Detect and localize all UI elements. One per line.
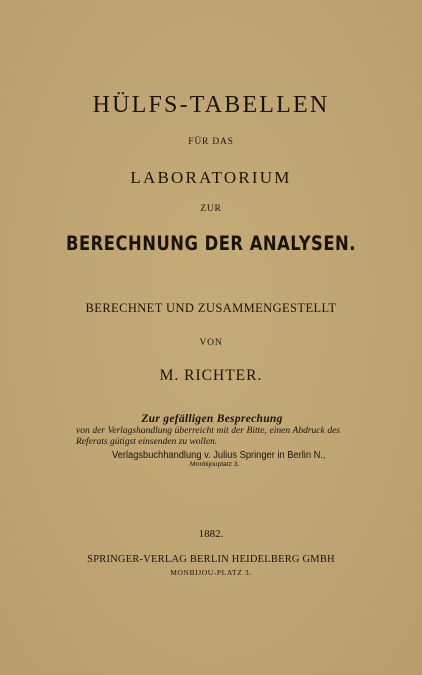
compiled-label: BERECHNET UND ZUSAMMENGESTELLT — [85, 301, 337, 315]
to-the-label: ZUR — [200, 204, 222, 214]
publisher-name: SPRINGER-VERLAG BERLIN HEIDELBERG GMBH — [87, 554, 335, 565]
review-stamp-address: Monbijouplatz 3. — [190, 461, 240, 468]
author-name: M. RICHTER. — [159, 367, 263, 384]
publisher-address: MONBIJOU-PLATZ 3. — [170, 568, 252, 577]
publication-year: 1882. — [198, 528, 224, 540]
main-title: HÜLFS-TABELLEN — [92, 92, 330, 118]
by-label: VON — [199, 338, 223, 348]
review-stamp-heading: Zur gefälligen Besprechung — [141, 413, 283, 425]
review-stamp-publisher: Verlagsbuchhandlung v. Julius Springer in Berlin N., — [112, 450, 326, 461]
for-the-label: FÜR DAS — [188, 137, 234, 147]
laboratory-heading: LABORATORIUM — [130, 168, 292, 187]
review-stamp — [60, 413, 360, 468]
review-stamp-body: von der Verlagshandlung überreicht mit der Bitte, einen Abdruck des Referats gütigst einsenden zu wollen. — [76, 426, 340, 447]
subject-heading: BERECHNUNG DER ANALYSEN. — [65, 232, 356, 255]
